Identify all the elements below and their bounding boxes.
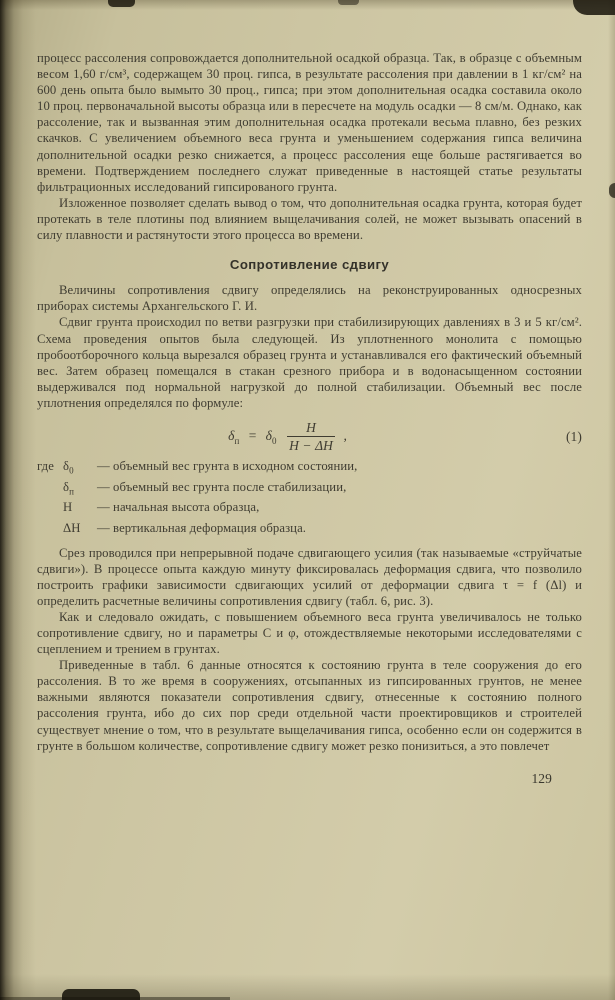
formula-lhs-base: δ: [228, 428, 235, 444]
definition-term-base: δ: [63, 459, 70, 473]
definition-text: — объемный вес грунта после стабилизации,: [97, 479, 347, 494]
scan-right-shade: [608, 0, 615, 1000]
scan-artifact-top-right-corner: [573, 0, 615, 15]
page-number: 129: [531, 770, 552, 786]
formula-body: [37, 420, 538, 454]
definition-intro: [37, 520, 63, 541]
definition-intro: [37, 479, 63, 500]
definition-text: — объемный вес грунта в исходном состоянии,: [97, 459, 358, 473]
definition-intro: где: [37, 459, 54, 473]
definition-term-sub: п: [69, 486, 75, 497]
formula-lhs-sub: п: [234, 435, 240, 446]
definition-text: — начальная высота образца,: [97, 500, 260, 515]
formula-definitions: [37, 458, 582, 541]
definition-term-sub: 0: [69, 465, 74, 476]
formula-numerator: H: [287, 420, 335, 438]
definition-row: [37, 499, 582, 520]
section-heading-soprotivlenie-sdvigu: Сопротивление сдвигу: [229, 257, 390, 273]
equation-number: (1): [565, 428, 582, 444]
definition-intro: [37, 499, 63, 520]
definition-row: [37, 479, 582, 500]
scan-artifact-top-left: [108, 0, 135, 7]
formula-trailing-comma: ,: [343, 428, 347, 444]
paragraph-kak-sledovalo: Как и следовало ожидать, с повышением объемного веса грунта увеличивалось не только сопротивление сдвигу, но и параметры C и φ, отождествляемые некоторыми исследователями с сцеплением и трением в грунтах.: [37, 609, 582, 657]
definition-row: [37, 520, 582, 541]
formula-equals-sign: =: [247, 428, 258, 444]
paragraph-vyvod: Изложенное позволяет сделать вывод о том, что дополнительная осадка грунта, которая будет протекать в теле плотины под влиянием выщелачивания солей, не может вызывать опасений в силу плавности и растянутости этого процесса во времени.: [37, 195, 582, 243]
formula-denominator: H − ΔH: [289, 438, 333, 454]
definition-term: [63, 499, 97, 520]
definition-term-base: H: [63, 500, 73, 515]
paragraph-rassolenie: процесс рассоления сопровождается дополнительной осадкой образца. Так, в образце с объемным весом 1,60 г/см³, содержащем 30 проц. гипса, в результате рассоления при давлении в 1 кг/см² на 600 день опыта было вымыто 30 проц., гипса; при этом дополнительная осадка составила около 10 проц. первоначальной высоты образца или в пересчете на модуль осадки — 8 см/м. Однако, как рассоление, так и вызванная этим дополнительная осадка протекали весьма плавно, без резких скачков. С увеличением объемного веса грунта и уменьшением содержания гипса величина дополнительной осадки резко снижается, а процесс рассоления еще больше растягивается во времени. Подтверждением последнего служат приведенные в настоящей статье результаты фильтрационных исследований гипсированого грунта.: [37, 51, 582, 194]
definition-text: — вертикальная деформация образца.: [97, 520, 307, 535]
paragraph-sdvig-grunta: Сдвиг грунта происходил по ветви разгрузки при стабилизирующих давлениях в 3 и 5 кг/см². Схема проведения опытов была следующей. Из уплотненного монолита с помощью пробоотборочного кольца вырезался образец грунта и устанавливался его фактический объемный вес. Затем образец помещался в стакан срезного прибора и в водонасыщенном состоянии выдерживался под нормальной нагрузкой до полной стабилизации. Объемный вес после уплотнения определялся по формуле:: [37, 315, 582, 410]
formula-equation-1: [37, 420, 582, 454]
scan-artifact-right-edge: [609, 183, 615, 198]
paragraph-privedennye: Приведенные в табл. 6 данные относятся к состоянию грунта в теле сооружения до его рассоления. В то же время в сооружениях, отсыпанных из гипсированных грунтов, не менее важными являются показатели сопротивления сдвигу, отнесенные к состоянию полного рассоления грунта, ибо до сих пор среди отдельной части проектировщиков и строителей существует мнение о том, что в результате выщелачивания гипса, особенно если он содержится в грунте в большом количестве, сопротивление сдвигу может резко понизиться, а это повлечет: [37, 658, 582, 753]
definition-row: [37, 458, 582, 479]
definition-term-base: δ: [63, 479, 70, 494]
page-text-block: [37, 50, 582, 787]
scan-artifact-top-center: [338, 0, 359, 5]
definition-term-base: ΔH: [63, 520, 81, 535]
paragraph-srez: Срез проводился при непрерывной подаче сдвигающего усилия (так называемые «струйчатые сдвиги»). В процессе опыта каждую минуту фиксировалась деформация сдвига, что позволило построить графики зависимости сдвигающих усилий от деформации сдвига τ = f (Δl) и определить расчетные величины сопротивления сдвигу (табл. 6, рис. 3).: [37, 545, 582, 608]
definition-term: [63, 458, 97, 479]
formula-rhs-base: δ: [265, 428, 272, 444]
formula-rhs-sub: 0: [271, 435, 277, 446]
formula-fraction: [287, 420, 335, 454]
scan-top-shade: [0, 0, 615, 10]
paragraph-velichiny: Величины сопротивления сдвигу определялись на реконструированных односрезных приборах системы Архангельского Г. И.: [37, 283, 582, 314]
book-binding-shadow: [0, 0, 36, 1000]
definition-term: [63, 520, 97, 541]
definition-term: [63, 479, 97, 500]
